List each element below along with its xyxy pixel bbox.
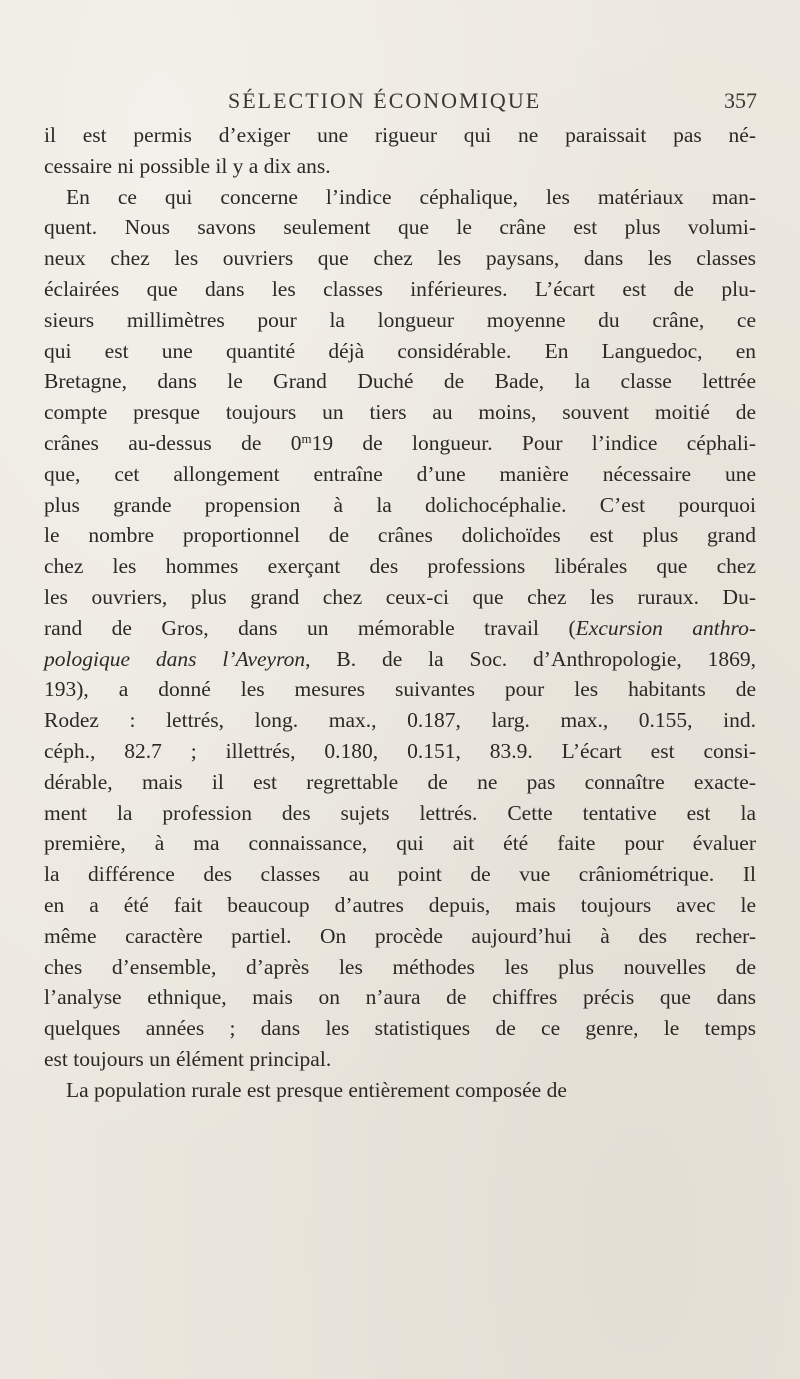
italic-citation: pologique dans l’Aveyron bbox=[44, 646, 306, 671]
text-line: plus grande propension à la dolichocéphalie. C’est pourquoi bbox=[44, 492, 756, 517]
text-line: Rodez : lettrés, long. max., 0.187, larg. max., 0.155, ind. bbox=[44, 708, 756, 733]
superscript-unit: m bbox=[301, 430, 312, 446]
text-line: l’analyse ethnique, mais on n’aura de chiffres précis que dans bbox=[44, 985, 756, 1010]
text-line: que, cet allongement entraîne d’une manière nécessaire une bbox=[44, 461, 756, 486]
text-line: En ce qui concerne l’indice céphalique, les matériaux man- bbox=[66, 184, 756, 209]
text-line: première, à ma connaissance, qui ait été faite pour évaluer bbox=[44, 831, 756, 856]
body-text bbox=[44, 120, 756, 1106]
running-title: SÉLECTION ÉCONOMIQUE bbox=[228, 88, 542, 113]
text-line: quelques années ; dans les statistiques de ce genre, le temps bbox=[44, 1016, 756, 1041]
text-line: ches d’ensemble, d’après les méthodes les plus nouvelles de bbox=[44, 954, 756, 979]
text-line: quent. Nous savons seulement que le crâne est plus volumi- bbox=[44, 215, 756, 240]
text-line: même caractère partiel. On procède aujourd’hui à des recher- bbox=[44, 923, 756, 948]
text-line: le nombre proportionnel de crânes dolichoïdes est plus grand bbox=[44, 523, 756, 548]
text-line: pologique dans l’Aveyron, B. de la Soc. d’Anthropologie, 1869, bbox=[44, 646, 756, 671]
text-line: est toujours un élément principal. bbox=[44, 1046, 332, 1071]
text-line: compte presque toujours un tiers au moins, souvent moitié de bbox=[44, 400, 756, 425]
text-line: cessaire ni possible il y a dix ans. bbox=[44, 153, 331, 178]
text-line: neux chez les ouvriers que chez les paysans, dans les classes bbox=[44, 246, 756, 271]
text-line: dérable, mais il est regrettable de ne pas connaître exacte- bbox=[44, 769, 756, 794]
text-line: chez les hommes exerçant des professions libérales que chez bbox=[44, 554, 756, 579]
page-number: 357 bbox=[724, 88, 757, 113]
text-line: qui est une quantité déjà considérable. En Languedoc, en bbox=[44, 338, 756, 363]
italic-citation: Excursion anthro- bbox=[575, 615, 756, 640]
text-line: sieurs millimètres pour la longueur moyenne du crâne, ce bbox=[44, 307, 756, 332]
running-head bbox=[0, 88, 800, 118]
text-line: il est permis d’exiger une rigueur qui ne paraissait pas né- bbox=[44, 123, 756, 147]
text-line: en a été fait beaucoup d’autres depuis, mais toujours avec le bbox=[44, 892, 756, 917]
text-line: La population rurale est presque entièrement composée de bbox=[66, 1077, 567, 1102]
text-line: 193), a donné les mesures suivantes pour les habitants de bbox=[44, 677, 756, 702]
text-line: céph., 82.7 ; illettrés, 0.180, 0.151, 83.9. L’écart est consi- bbox=[44, 738, 756, 763]
text-line: crânes au-dessus de 0$^m$19 de longueur. Pour l’indice céphali- bbox=[44, 430, 756, 455]
text-line: éclairées que dans les classes inférieures. L’écart est de plu- bbox=[44, 276, 756, 301]
text-line: Bretagne, dans le Grand Duché de Bade, la classe lettrée bbox=[44, 369, 756, 394]
text-line: les ouvriers, plus grand chez ceux-ci que chez les ruraux. Du- bbox=[44, 584, 756, 609]
text-line: la différence des classes au point de vue crâniométrique. Il bbox=[44, 862, 756, 887]
text-line: rand de Gros, dans un mémorable travail (Excursion anthro- bbox=[44, 615, 756, 640]
text-line: ment la profession des sujets lettrés. Cette tentative est la bbox=[44, 800, 756, 825]
